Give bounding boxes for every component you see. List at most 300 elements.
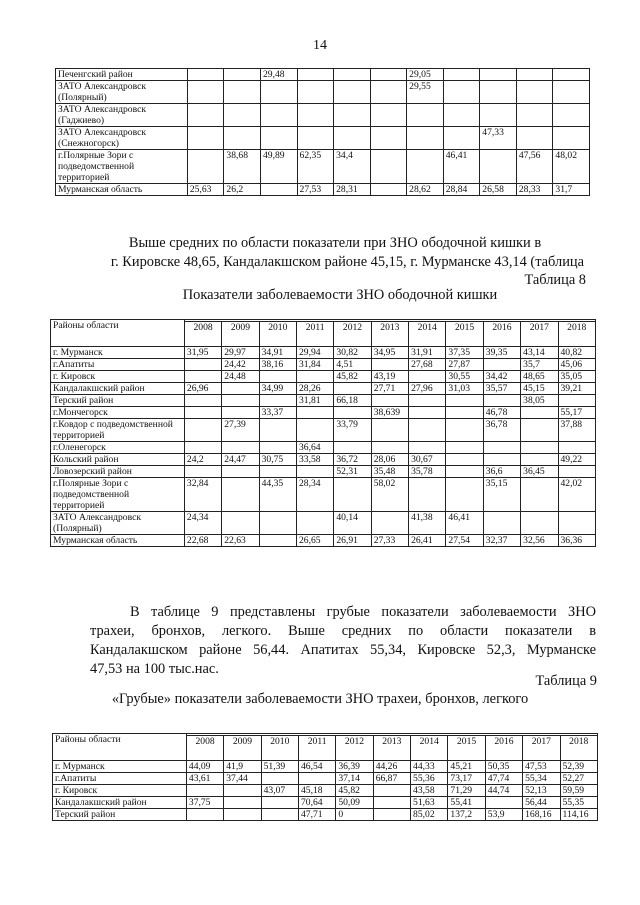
cell-value	[186, 785, 223, 797]
cell-value: 52,13	[523, 785, 560, 797]
cell-value: 22,63	[222, 535, 259, 547]
cell-value	[443, 127, 480, 150]
cell-value	[297, 104, 334, 127]
cell-value	[371, 359, 408, 371]
cell-value: 50,09	[336, 797, 373, 809]
year-header: 2011	[296, 322, 333, 347]
cell-value	[480, 104, 517, 127]
row-name: Кандалакшский район	[51, 383, 185, 395]
paragraph-2-line-1: В таблице 9 представлены грубые показатели заболеваемости ЗНО	[130, 604, 596, 620]
cell-value: 36,36	[558, 535, 596, 547]
cell-value: 30,75	[259, 454, 296, 466]
cell-value	[370, 81, 407, 104]
cell-value	[446, 407, 483, 419]
cell-value: 45,15	[521, 383, 558, 395]
cell-value: 48,02	[553, 150, 590, 184]
year-header: 2016	[485, 736, 522, 761]
row-name: Терский район	[51, 395, 185, 407]
cell-value	[297, 127, 334, 150]
table-row	[51, 535, 596, 547]
cell-value: 29,97	[222, 347, 259, 359]
cell-value	[296, 466, 333, 478]
table-row	[56, 184, 590, 196]
cell-value: 52,39	[560, 761, 598, 773]
cell-value: 36,72	[334, 454, 371, 466]
row-name: г.Оленегорск	[51, 442, 185, 454]
cell-value	[259, 512, 296, 535]
cell-value: 37,88	[558, 419, 596, 442]
cell-value: 45,82	[334, 371, 371, 383]
cell-value: 35,7	[521, 359, 558, 371]
cell-value: 38,05	[521, 395, 558, 407]
cell-value	[553, 81, 590, 104]
cell-value	[443, 81, 480, 104]
row-name: ЗАТО Александровск (Снежногорск)	[56, 127, 188, 150]
cell-value: 43,19	[371, 371, 408, 383]
cell-value	[184, 419, 221, 442]
paragraph-2	[90, 603, 596, 679]
cell-value	[371, 512, 408, 535]
cell-value: 51,39	[261, 761, 298, 773]
row-name: г. Мурманск	[53, 761, 187, 773]
table-row	[56, 81, 590, 104]
cell-value: 37,14	[336, 773, 373, 785]
cell-value	[187, 81, 224, 104]
cell-value	[224, 69, 261, 81]
paragraph-2-line-3: Кандалакшском районе 56,44. Апатитах 55,34, Кировске 52,3, Мурманске	[90, 642, 596, 658]
cell-value	[446, 466, 483, 478]
cell-value: 52,31	[334, 466, 371, 478]
cell-value	[334, 478, 371, 512]
cell-value: 137,2	[448, 809, 485, 821]
cell-value: 26,41	[409, 535, 446, 547]
cell-value: 45,18	[298, 785, 335, 797]
cell-value: 27,71	[371, 383, 408, 395]
year-header: 2013	[373, 736, 410, 761]
table-row	[51, 466, 596, 478]
cell-value: 33,58	[296, 454, 333, 466]
cell-value	[259, 466, 296, 478]
cell-value	[483, 442, 520, 454]
cell-value	[370, 150, 407, 184]
cell-value: 44,09	[186, 761, 223, 773]
cell-value	[222, 478, 259, 512]
cell-value	[483, 359, 520, 371]
table-8-body	[51, 347, 596, 547]
cell-value	[446, 442, 483, 454]
cell-value: 28,34	[296, 478, 333, 512]
cell-value	[373, 809, 410, 821]
year-header: 2015	[446, 322, 483, 347]
cell-value: 30,82	[334, 347, 371, 359]
cell-value: 70,64	[298, 797, 335, 809]
year-header: 2009	[224, 736, 261, 761]
table-row	[53, 761, 598, 773]
cell-value: 47,56	[516, 150, 553, 184]
row-name: г.Апатиты	[53, 773, 187, 785]
cell-value: 85,02	[411, 809, 448, 821]
cell-value: 29,05	[407, 69, 444, 81]
cell-value	[259, 371, 296, 383]
districts-header: Районы области	[53, 734, 187, 761]
cell-value: 43,14	[521, 347, 558, 359]
cell-value: 40,82	[558, 347, 596, 359]
cell-value: 4,51	[334, 359, 371, 371]
cell-value	[186, 809, 223, 821]
cell-value: 47,53	[523, 761, 560, 773]
cell-value: 73,17	[448, 773, 485, 785]
table-8	[50, 319, 596, 547]
cell-value	[516, 127, 553, 150]
table-row	[53, 773, 598, 785]
cell-value: 28,62	[407, 184, 444, 196]
cell-value: 30,67	[409, 454, 446, 466]
cell-value: 28,26	[296, 383, 333, 395]
cell-value: 43,07	[261, 785, 298, 797]
cell-value	[516, 104, 553, 127]
table-8-label: Таблица 8	[524, 272, 586, 288]
cell-value	[370, 127, 407, 150]
cell-value: 37,35	[446, 347, 483, 359]
cell-value: 44,26	[373, 761, 410, 773]
cell-value	[259, 535, 296, 547]
cell-value	[187, 104, 224, 127]
cell-value: 38,639	[371, 407, 408, 419]
cell-value: 24,42	[222, 359, 259, 371]
cell-value	[370, 69, 407, 81]
cell-value	[224, 785, 261, 797]
cell-value	[553, 69, 590, 81]
cell-value	[224, 81, 261, 104]
cell-value	[371, 419, 408, 442]
cell-value	[371, 395, 408, 407]
cell-value: 40,14	[334, 512, 371, 535]
cell-value: 168,16	[523, 809, 560, 821]
cell-value	[409, 419, 446, 442]
table-row	[51, 442, 596, 454]
cell-value	[480, 150, 517, 184]
cell-value: 26,2	[224, 184, 261, 196]
cell-value: 32,84	[184, 478, 221, 512]
cell-value: 44,35	[259, 478, 296, 512]
cell-value: 24,48	[222, 371, 259, 383]
cell-value: 46,78	[483, 407, 520, 419]
cell-value	[259, 419, 296, 442]
cell-value: 34,42	[483, 371, 520, 383]
year-header: 2015	[448, 736, 485, 761]
cell-value	[334, 407, 371, 419]
cell-value: 47,33	[480, 127, 517, 150]
cell-value: 37,75	[186, 797, 223, 809]
cell-value: 39,35	[483, 347, 520, 359]
cell-value: 33,79	[334, 419, 371, 442]
cell-value: 0	[336, 809, 373, 821]
cell-value: 55,35	[560, 797, 598, 809]
cell-value: 32,37	[483, 535, 520, 547]
cell-value: 28,84	[443, 184, 480, 196]
table-9	[52, 733, 598, 821]
cell-value	[516, 81, 553, 104]
year-header: 2016	[483, 322, 520, 347]
row-name: г.Апатиты	[51, 359, 185, 371]
year-header: 2014	[409, 322, 446, 347]
cell-value: 27,33	[371, 535, 408, 547]
cell-value: 34,99	[259, 383, 296, 395]
cell-value: 66,18	[334, 395, 371, 407]
cell-value	[480, 81, 517, 104]
table-row	[53, 809, 598, 821]
cell-value: 35,57	[483, 383, 520, 395]
table-row	[51, 371, 596, 383]
row-name: г. Кировск	[51, 371, 185, 383]
table-row	[51, 407, 596, 419]
cell-value: 29,94	[296, 347, 333, 359]
cell-value: 39,21	[558, 383, 596, 395]
cell-value: 49,89	[260, 150, 297, 184]
row-name: г. Мурманск	[51, 347, 185, 359]
cell-value	[521, 407, 558, 419]
cell-value: 43,61	[186, 773, 223, 785]
cell-value: 41,9	[224, 761, 261, 773]
cell-value	[261, 797, 298, 809]
cell-value	[224, 809, 261, 821]
cell-value	[187, 69, 224, 81]
table-row	[51, 478, 596, 512]
cell-value: 24,2	[184, 454, 221, 466]
paragraph-1-line-2: г. Кировске 48,65, Кандалакшском районе 45,15, г. Мурманске 43,14 (таблица	[110, 254, 584, 270]
cell-value: 55,34	[523, 773, 560, 785]
cell-value: 58,02	[371, 478, 408, 512]
cell-value	[184, 407, 221, 419]
cell-value: 28,31	[334, 184, 371, 196]
page-number: 14	[313, 38, 327, 53]
cell-value	[296, 512, 333, 535]
cell-value	[409, 371, 446, 383]
cell-value	[370, 184, 407, 196]
cell-value: 42,02	[558, 478, 596, 512]
cell-value	[483, 454, 520, 466]
cell-value: 25,63	[187, 184, 224, 196]
cell-value: 30,55	[446, 371, 483, 383]
row-name: Терский район	[53, 809, 187, 821]
cell-value	[184, 371, 221, 383]
cell-value: 34,4	[334, 150, 371, 184]
cell-value: 29,55	[407, 81, 444, 104]
year-header: 2008	[186, 736, 223, 761]
row-name: ЗАТО Александровск (Полярный)	[51, 512, 185, 535]
cell-value: 47,71	[298, 809, 335, 821]
cell-value	[521, 454, 558, 466]
cell-value: 35,48	[371, 466, 408, 478]
cell-value	[558, 466, 596, 478]
cell-value: 31,84	[296, 359, 333, 371]
cell-value	[222, 395, 259, 407]
cell-value: 26,91	[334, 535, 371, 547]
cell-value	[483, 395, 520, 407]
cell-value: 55,17	[558, 407, 596, 419]
year-header: 2018	[560, 736, 598, 761]
cell-value	[521, 419, 558, 442]
cell-value	[184, 359, 221, 371]
table-row	[51, 383, 596, 395]
cell-value: 45,21	[448, 761, 485, 773]
cell-value: 46,41	[446, 512, 483, 535]
cell-value: 36,6	[483, 466, 520, 478]
cell-value	[334, 442, 371, 454]
cell-value: 45,06	[558, 359, 596, 371]
cell-value: 27,39	[222, 419, 259, 442]
row-name: г.Полярные Зори с подведомственной территорией	[56, 150, 188, 184]
cell-value: 46,41	[443, 150, 480, 184]
year-header: 2011	[298, 736, 335, 761]
table-row	[56, 150, 590, 184]
cell-value	[260, 184, 297, 196]
year-header: 2010	[261, 736, 298, 761]
cell-value	[521, 478, 558, 512]
cell-value: 35,05	[558, 371, 596, 383]
cell-value: 26,65	[296, 535, 333, 547]
cell-value	[480, 69, 517, 81]
cell-value: 32,56	[521, 535, 558, 547]
cell-value	[446, 478, 483, 512]
row-name: ЗАТО Александровск (Полярный)	[56, 81, 188, 104]
cell-value	[296, 407, 333, 419]
cell-value	[260, 127, 297, 150]
paragraph-1-line-1: Выше средних по области показатели при ЗНО ободочной кишки в	[128, 235, 542, 251]
cell-value	[553, 127, 590, 150]
cell-value	[334, 81, 371, 104]
cell-value	[224, 104, 261, 127]
cell-value	[222, 442, 259, 454]
row-name: Кольский район	[51, 454, 185, 466]
districts-header: Районы области	[51, 320, 185, 347]
cell-value: 31,7	[553, 184, 590, 196]
table-row	[51, 419, 596, 442]
table-row	[51, 347, 596, 359]
cell-value: 46,54	[298, 761, 335, 773]
cell-value: 55,41	[448, 797, 485, 809]
cell-value: 24,47	[222, 454, 259, 466]
cell-value	[184, 395, 221, 407]
cell-value	[261, 809, 298, 821]
cell-value: 27,53	[297, 184, 334, 196]
cell-value	[259, 395, 296, 407]
cell-value	[558, 395, 596, 407]
cell-value	[407, 127, 444, 150]
cell-value: 38,16	[259, 359, 296, 371]
cell-value	[521, 512, 558, 535]
row-name: г.Мончегорск	[51, 407, 185, 419]
year-header: 2012	[334, 322, 371, 347]
row-name: Ловозерский район	[51, 466, 185, 478]
cell-value: 59,59	[560, 785, 598, 797]
cell-value	[373, 785, 410, 797]
row-name: Кандалакшский район	[53, 797, 187, 809]
cell-value	[483, 512, 520, 535]
year-header: 2012	[336, 736, 373, 761]
cell-value	[407, 104, 444, 127]
cell-value: 56,44	[523, 797, 560, 809]
row-name: ЗАТО Александровск (Гаджиево)	[56, 104, 188, 127]
cell-value	[407, 150, 444, 184]
row-name: г. Кировск	[53, 785, 187, 797]
cell-value: 27,96	[409, 383, 446, 395]
year-header: 2010	[259, 322, 296, 347]
cell-value: 51,63	[411, 797, 448, 809]
cell-value: 71,29	[448, 785, 485, 797]
cell-value: 55,36	[411, 773, 448, 785]
table-9-title: «Грубые» показатели заболеваемости ЗНО трахеи, бронхов, легкого	[111, 691, 529, 707]
cell-value: 37,44	[224, 773, 261, 785]
cell-value	[224, 127, 261, 150]
row-name: г.Полярные Зори с подведомственной территорией	[51, 478, 185, 512]
table-8-head	[51, 320, 596, 347]
cell-value: 22,68	[184, 535, 221, 547]
year-header: 2014	[411, 736, 448, 761]
table-row	[51, 395, 596, 407]
cell-value	[371, 442, 408, 454]
cell-value	[224, 797, 261, 809]
table-row	[51, 512, 596, 535]
cell-value	[334, 104, 371, 127]
cell-value: 27,68	[409, 359, 446, 371]
row-name: г.Ковдор с подведомственной территорией	[51, 419, 185, 442]
table-row	[56, 104, 590, 127]
row-name: Мурманская область	[51, 535, 185, 547]
cell-value: 36,45	[521, 466, 558, 478]
cell-value: 49,22	[558, 454, 596, 466]
cell-value	[409, 442, 446, 454]
cell-value	[446, 454, 483, 466]
cell-value: 33,37	[259, 407, 296, 419]
year-header: 2017	[523, 736, 560, 761]
cell-value: 31,03	[446, 383, 483, 395]
cell-value	[516, 69, 553, 81]
cell-value	[370, 104, 407, 127]
cell-value: 44,33	[411, 761, 448, 773]
table-9-body	[53, 761, 598, 821]
cell-value: 27,87	[446, 359, 483, 371]
year-header: 2008	[184, 322, 221, 347]
cell-value	[297, 81, 334, 104]
cell-value: 36,78	[483, 419, 520, 442]
cell-value	[187, 150, 224, 184]
cell-value: 29,48	[260, 69, 297, 81]
cell-value	[409, 478, 446, 512]
cell-value	[334, 69, 371, 81]
cell-value	[184, 466, 221, 478]
cell-value	[261, 773, 298, 785]
cell-value	[558, 442, 596, 454]
cell-value: 26,96	[184, 383, 221, 395]
cell-value	[260, 104, 297, 127]
cell-value: 34,95	[371, 347, 408, 359]
cell-value: 53,9	[485, 809, 522, 821]
cell-value: 38,68	[224, 150, 261, 184]
cell-value: 31,81	[296, 395, 333, 407]
cell-value	[409, 395, 446, 407]
table-row	[51, 454, 596, 466]
cell-value: 27,54	[446, 535, 483, 547]
table-top-continuation	[55, 68, 590, 196]
table-top-body	[56, 69, 590, 196]
paragraph-2-line-4: 47,53 на 100 тыс.нас.	[90, 661, 219, 677]
cell-value: 36,39	[336, 761, 373, 773]
cell-value: 62,35	[297, 150, 334, 184]
cell-value	[334, 383, 371, 395]
cell-value: 24,34	[184, 512, 221, 535]
cell-value: 50,35	[485, 761, 522, 773]
